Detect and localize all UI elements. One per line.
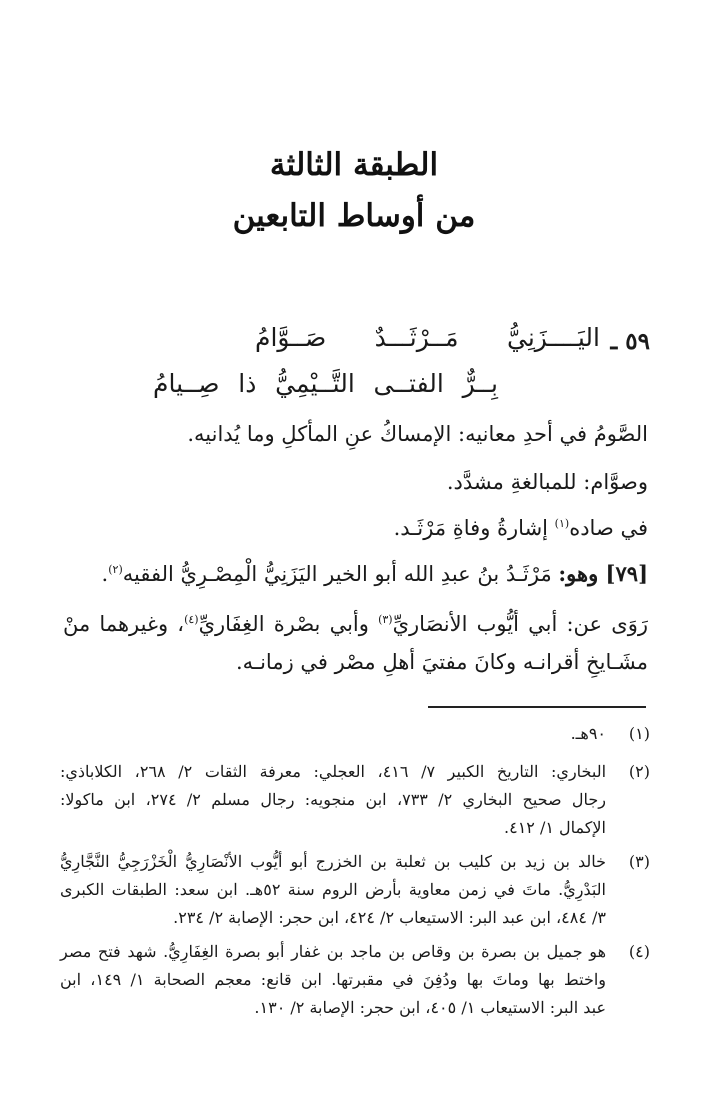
footnote-separator (428, 706, 646, 708)
footnote-text-line: ٩٠هـ. (570, 724, 606, 743)
text-segment: ، وغيرهما منْ (63, 612, 185, 636)
footnote-number: (٢) (628, 762, 650, 781)
biography-line-2: مشَـايخِ أقرانـه وكانَ مفتيَ أهلِ مصْر في زمانـه. (235, 650, 648, 674)
text-segment: . (101, 562, 109, 586)
verse-number: ٥٩ ـ (610, 328, 650, 355)
footnote-number: (٣) (628, 852, 650, 871)
biography-heading (102, 556, 648, 592)
verse-hemistich-1: اليَــــزَنِيُّ مَــرْثَـــدٌ صَــوَّامُ (255, 323, 600, 352)
text-segment: مَرْثَـدُ بنُ عبدِ الله أبو الخير اليَزَنِيُّ الْمِصْـرِيُّ الفقيه (122, 562, 559, 586)
biography-line-1 (63, 606, 648, 642)
footnote-text-line: البخاري: التاريخ الكبير ٧/ ٤١٦، العجلي: معرفة الثقات ٢/ ٢٦٨، الكلاباذي: (60, 762, 607, 781)
footnote-text-line: واختط بها وماتَ بها ودُفِنَ في مقبرتها. ابن قانع: معجم الصحابة ١/ ١٤٩، ابن (60, 970, 607, 989)
footnote-text-line: هو جميل بن بصرة بن وقاص بن ماجد بن غفار أبو بصرة الغِفَارِيُّ. شهد فتح مصر (60, 942, 607, 961)
chapter-title-line-1: الطبقة الثالثة (269, 147, 439, 183)
verse-hemistich-2: بِــرٌّ الفتــى التَّــيْمِيُّ ذا صِــيامُ (153, 369, 498, 398)
footnote-ref-4[interactable]: (٤) (184, 613, 199, 626)
footnote-ref-1[interactable]: (١) (554, 517, 570, 530)
footnote-number: (١) (628, 724, 650, 743)
chapter-title-line-2: من أوساط التابعين (232, 198, 476, 234)
footnote-text-line: رجال صحيح البخاري ٢/ ٧٣٣، ابن منجويه: رجال مسلم ٢/ ٢٧٤، ابن ماكولا: (60, 790, 607, 809)
footnote-text-line: ٣/ ٤٨٤، ابن عبد البر: الاستيعاب ٢/ ٤٢٤، ابن حجر: الإصابة ٢/ ٢٣٤. (173, 908, 606, 927)
footnote-ref-2[interactable]: (٢) (108, 563, 123, 576)
text-segment: في صاده (569, 516, 648, 540)
footnote-text-line: البَدْرِيُّ. ماتَ في زمن معاوية بأرض الروم سنة ٥٢هـ. ابن سعد: الطبقات الكبرى (60, 880, 607, 899)
text-segment: إشارةُ وفاةِ مَرْثَـد. (393, 516, 555, 540)
commentary-line-2: وصوَّام: للمبالغةِ مشدَّد. (446, 470, 648, 494)
entry-label: [٧٩] وهو: (558, 561, 648, 586)
commentary-line-3 (394, 510, 648, 546)
text-segment: رَوَى عن: أبي أيُّوب الأنصَاريِّ (392, 612, 648, 636)
text-segment: وأبي بصْرة الغِفَاريِّ (198, 612, 379, 636)
footnote-text-line: عبد البر: الاستيعاب ١/ ٤٠٥، ابن حجر: الإصابة ٢/ ١٣٠. (254, 998, 606, 1017)
footnote-number: (٤) (628, 942, 650, 961)
footnote-text-line: الإكمال ١/ ٤١٢. (504, 818, 606, 837)
footnote-text-line: خالد بن زيد بن كليب بن ثعلبة بن الخزرج أبو أيُّوب الأنْصَارِيُّ الْخَزْرَجِيُّ النَّجَّارِيُّ (60, 852, 606, 871)
commentary-line-1: الصَّومُ في أحدِ معانيه: الإمساكُ عنِ المأكلِ وما يُدانيه. (187, 422, 648, 446)
footnote-ref-3[interactable]: (٣) (378, 613, 393, 626)
